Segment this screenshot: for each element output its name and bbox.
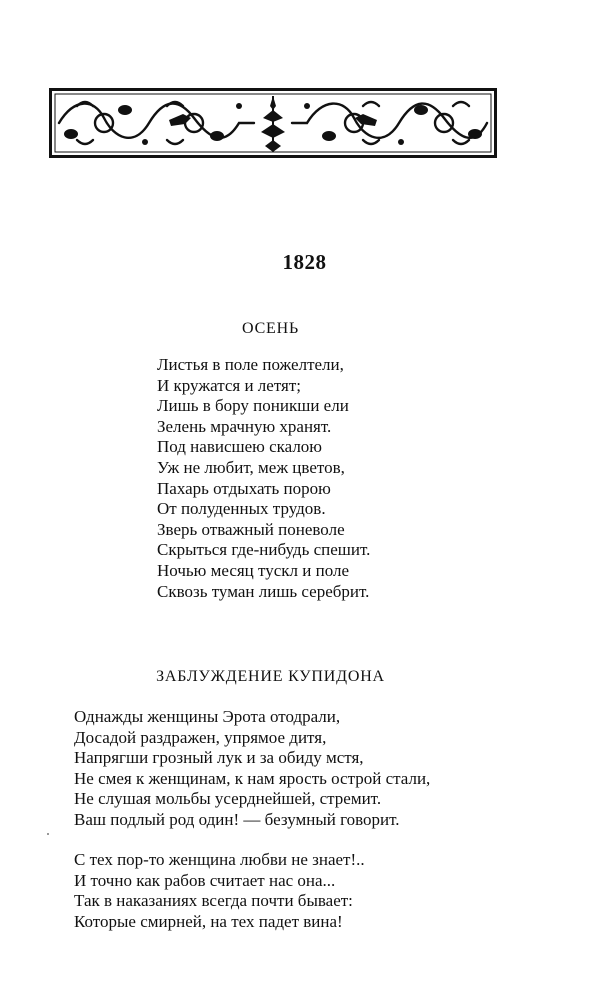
verse-line: И точно как рабов считает нас она... xyxy=(74,870,336,890)
verse-line: Пахарь отдыхать порою xyxy=(157,478,331,498)
verse-line: Под нависшею скалою xyxy=(157,437,323,457)
verse-line: И кружатся и летят; xyxy=(157,375,301,395)
verse-line: Не смея к женщинам, к нам ярость острой стали, xyxy=(74,768,431,788)
verse-line: Зверь отважный поневоле xyxy=(157,519,345,539)
verse-line: С тех пор-то женщина любви не знает!.. xyxy=(74,850,365,869)
verse-line: Не слушая мольбы усерднейшей, стремит. xyxy=(74,789,382,809)
page-speck xyxy=(47,833,49,835)
verse-line: Напрягши грозный лук и за обиду мстя, xyxy=(74,748,364,768)
verse-line: Ваш подлый род один! — безумный говорит. xyxy=(74,809,400,829)
poem-title-autumn: ОСЕНЬ xyxy=(242,320,299,337)
verse-line: От полуденных трудов. xyxy=(157,499,326,519)
verse-line: Сквозь туман лишь серебрит. xyxy=(157,581,370,601)
poem-cupid-stanza-2 xyxy=(74,850,365,932)
verse-line: Лишь в бору поникши ели xyxy=(157,396,349,416)
verse-line: Листья в поле пожелтели, xyxy=(157,355,344,374)
verse-line: Уж не любит, меж цветов, xyxy=(157,457,345,477)
poem-title-cupid: ЗАБЛУЖДЕНИЕ КУПИДОНА xyxy=(156,668,385,685)
poem-cupid-stanza-1 xyxy=(74,707,430,831)
decorative-header-ornament xyxy=(49,88,497,158)
verse-line: Так в наказаниях всегда почти бывает: xyxy=(74,891,353,911)
year-heading: 1828 xyxy=(282,250,327,274)
verse-line: Однажды женщины Эрота отодрали, xyxy=(74,707,341,726)
verse-line: Которые смирней, на тех падет вина! xyxy=(74,911,343,931)
verse-line: Досадой раздражен, упрямое дитя, xyxy=(74,727,327,747)
verse-line: Ночью месяц тускл и поле xyxy=(157,560,350,580)
verse-line: Зелень мрачную хранят. xyxy=(157,416,332,436)
verse-line: Скрыться где-нибудь спешит. xyxy=(157,540,371,560)
poem-autumn-stanza xyxy=(157,355,370,602)
